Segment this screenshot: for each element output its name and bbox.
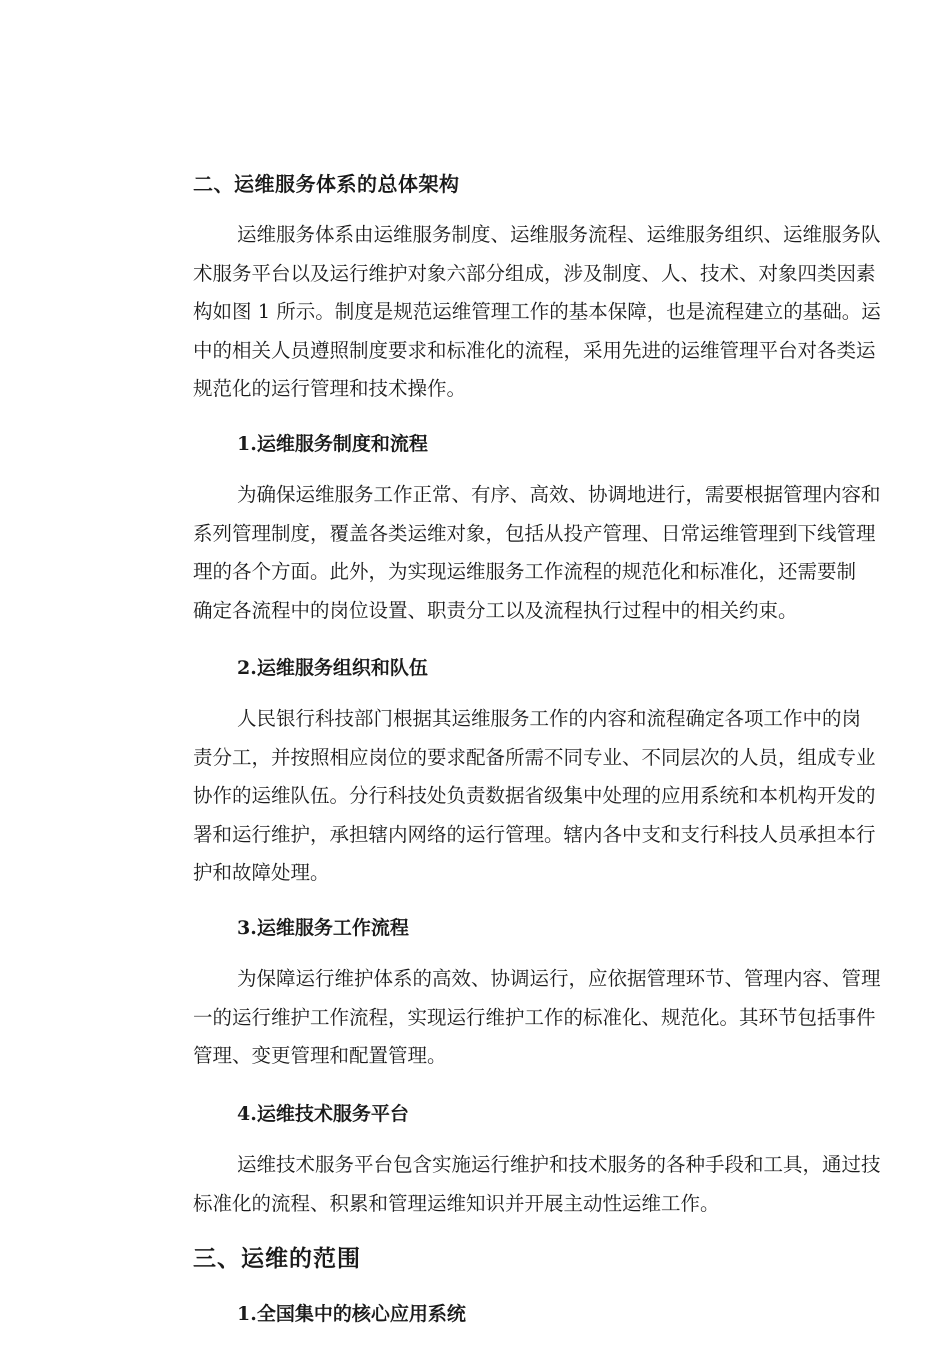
text-line: 为保障运行维护体系的高效、协调运行，应依据管理环节、管理内容、管理 <box>237 967 881 990</box>
text-line: 管理、变更管理和配置管理。 <box>193 1044 447 1068</box>
text-line: 中的相关人员遵照制度要求和标准化的流程，采用先进的运维管理平台对各类运 <box>193 338 876 362</box>
text-line: 系列管理制度，覆盖各类运维对象，包括从投产管理、日常运维管理到下线管理 <box>193 521 876 545</box>
subheading-policy-process: 1.运维服务制度和流程 <box>237 433 428 455</box>
subheading-core-systems: 1.全国集中的核心应用系统 <box>237 1303 466 1325</box>
paragraph-architecture <box>193 216 950 409</box>
paragraph-policy-process <box>193 476 950 630</box>
paragraph-work-process <box>193 960 950 1076</box>
subheading-organization-team: 2.运维服务组织和队伍 <box>237 657 428 679</box>
text-line: 协作的运维队伍。分行科技处负责数据省级集中处理的应用系统和本机构开发的 <box>193 784 876 808</box>
text-line: 理的各个方面。此外，为实现运维服务工作流程的规范化和标准化，还需要制 <box>193 560 857 584</box>
subheading-work-process: 3.运维服务工作流程 <box>237 917 409 939</box>
text-line: 为确保运维服务工作正常、有序、高效、协调地进行，需要根据管理内容和 <box>237 483 881 506</box>
text-line: 运维服务体系由运维服务制度、运维服务流程、运维服务组织、运维服务队 <box>237 223 881 246</box>
text-line: 人民银行科技部门根据其运维服务工作的内容和流程确定各项工作中的岗 <box>237 707 862 730</box>
paragraph-organization-team <box>193 700 950 893</box>
paragraph-tech-platform <box>193 1146 950 1223</box>
text-line: 确定各流程中的岗位设置、职责分工以及流程执行过程中的相关约束。 <box>193 598 798 622</box>
text-line: 署和运行维护，承担辖内网络的运行管理。辖内各中支和支行科技人员承担本行 <box>193 822 876 846</box>
section-heading-scope: 三、运维的范围 <box>193 1245 361 1272</box>
text-line: 标准化的流程、积累和管理运维知识并开展主动性运维工作。 <box>193 1191 720 1215</box>
text-line: 规范化的运行管理和技术操作。 <box>193 377 467 401</box>
text-line: 责分工，并按照相应岗位的要求配备所需不同专业、不同层次的人员，组成专业 <box>193 745 876 769</box>
text-line: 一的运行维护工作流程，实现运行维护工作的标准化、规范化。其环节包括事件 <box>193 1005 876 1029</box>
text-line: 运维技术服务平台包含实施运行维护和技术服务的各种手段和工具，通过技 <box>237 1153 881 1176</box>
text-line: 构如图 1 所示。制度是规范运维管理工作的基本保障，也是流程建立的基础。运 <box>193 300 881 324</box>
text-line: 护和故障处理。 <box>193 861 330 885</box>
section-heading-architecture: 二、运维服务体系的总体架构 <box>193 172 460 196</box>
text-line: 术服务平台以及运行维护对象六部分组成，涉及制度、人、技术、对象四类因素 <box>193 261 876 285</box>
subheading-tech-platform: 4.运维技术服务平台 <box>237 1103 409 1125</box>
